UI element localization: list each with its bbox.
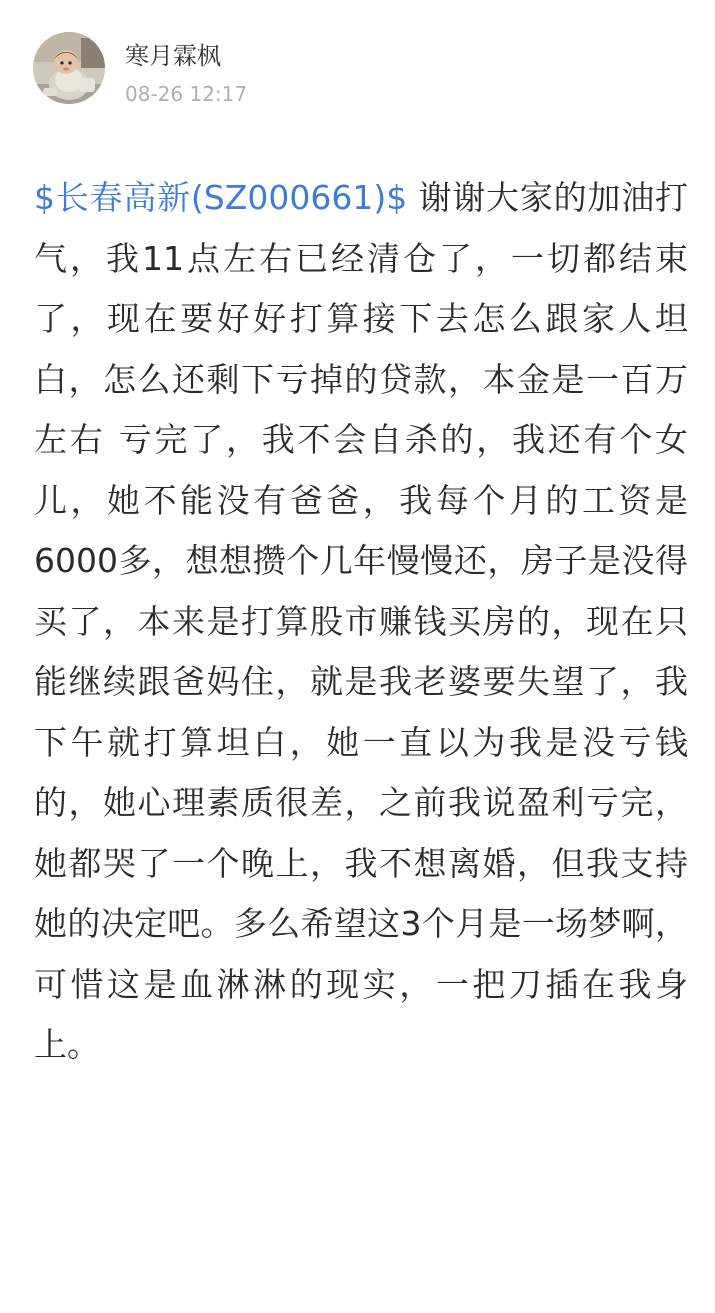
post-content <box>34 168 688 1076</box>
post-body-text: 谢谢大家的加油打气，我11点左右已经清仓了，一切都结束了，现在要好好打算接下去怎么跟家人坦白，怎么还剩下亏掉的贷款，本金是一百万左右 亏完了，我不会自杀的，我还有个女儿，她不能没有爸爸，我每个月的工资是6000多，想想攒个几年慢慢还，房子是没得买了，本来是打算股市赚钱买房的，现在只能继续跟爸妈住，就是我老婆要失望了，我下午就打算坦白，她一直以为我是没亏钱的，她心理素质很差，之前我说盈利亏完，她都哭了一个晚上，我不想离婚，但我支持她的决定吧。多么希望这3个月是一场梦啊，可惜这是血淋淋的现实，一把刀插在我身上。 <box>34 178 688 1064</box>
avatar[interactable] <box>33 32 105 104</box>
user-avatar-icon <box>33 32 105 104</box>
stock-tag-link[interactable]: $长春高新(SZ000661)$ <box>34 178 408 217</box>
post-timestamp: 08-26 12:17 <box>125 82 248 106</box>
author-name[interactable]: 寒月霖枫 <box>125 42 221 70</box>
post-header <box>33 32 683 112</box>
